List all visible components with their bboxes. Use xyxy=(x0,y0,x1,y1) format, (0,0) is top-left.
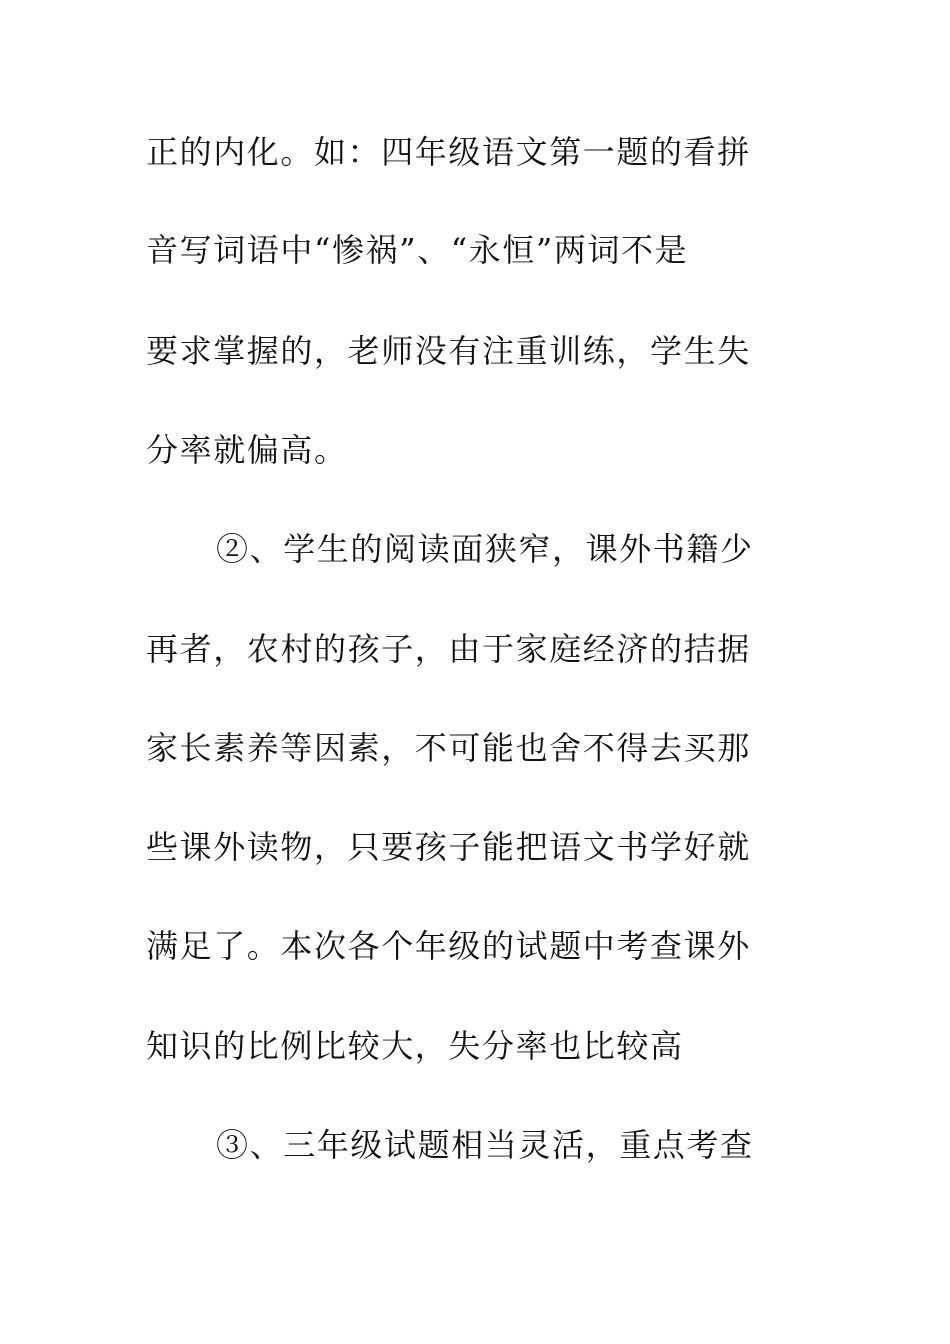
text-line-1: 正的内化。如：四年级语文第一题的看拼 xyxy=(146,133,751,171)
text-line-8: 些课外读物，只要孩子能把语文书学好就 xyxy=(146,828,751,866)
text-line-4: 分率就偏高。 xyxy=(146,431,348,469)
text-line-9: 满足了。本次各个年级的试题中考查课外 xyxy=(146,927,751,965)
text-line-6: 再者，农村的孩子，由于家庭经济的拮据 xyxy=(146,630,751,668)
text-line-2: 音写词语中“惨祸”、“永恒”两词不是 xyxy=(146,231,689,269)
text-line-3: 要求掌握的，老师没有注重训练，学生失 xyxy=(146,332,751,370)
paragraph-3-start: ③、三年级试题相当灵活，重点考查 xyxy=(216,1126,754,1164)
text-line-10: 知识的比例比较大，失分率也比较高 xyxy=(146,1027,684,1065)
paragraph-2-start: ②、学生的阅读面狭窄，课外书籍少 xyxy=(216,530,754,568)
text-line-7: 家长素养等因素，不可能也舍不得去买那 xyxy=(146,729,751,767)
